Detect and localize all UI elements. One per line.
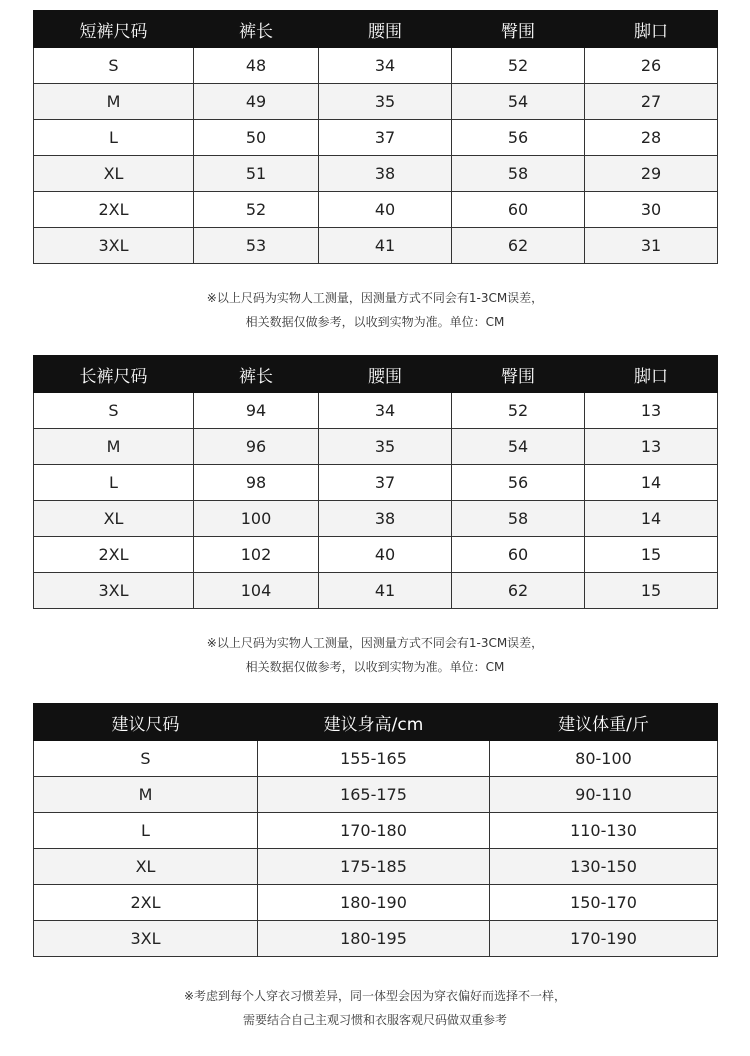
cell-hip: 54 — [452, 429, 585, 465]
table-row — [34, 501, 718, 537]
cell-hip: 62 — [452, 228, 585, 264]
cell-waist: 37 — [319, 465, 452, 501]
header-leg-opening: 脚口 — [585, 11, 718, 48]
table-row — [34, 120, 718, 156]
header-size: 长裤尺码 — [34, 356, 194, 393]
cell-length: 50 — [194, 120, 319, 156]
cell-hip: 56 — [452, 120, 585, 156]
cell-waist: 38 — [319, 156, 452, 192]
table-row — [34, 813, 718, 849]
shorts-measurement-note — [0, 286, 750, 334]
table-header-row — [34, 11, 718, 48]
cell-size: S — [34, 393, 194, 429]
cell-hip: 58 — [452, 501, 585, 537]
cell-leg-opening: 29 — [585, 156, 718, 192]
cell-hip: 60 — [452, 537, 585, 573]
cell-weight: 150-170 — [490, 885, 718, 921]
cell-weight: 170-190 — [490, 921, 718, 957]
cell-height: 170-180 — [258, 813, 490, 849]
cell-hip: 52 — [452, 393, 585, 429]
table-row — [34, 429, 718, 465]
cell-length: 48 — [194, 48, 319, 84]
cell-height: 180-190 — [258, 885, 490, 921]
cell-waist: 34 — [319, 393, 452, 429]
cell-length: 100 — [194, 501, 319, 537]
table-row — [34, 849, 718, 885]
cell-leg-opening: 28 — [585, 120, 718, 156]
header-waist: 腰围 — [319, 356, 452, 393]
cell-size: L — [34, 120, 194, 156]
cell-weight: 110-130 — [490, 813, 718, 849]
cell-hip: 62 — [452, 573, 585, 609]
header-recommended-size: 建议尺码 — [34, 704, 258, 741]
cell-size: 3XL — [34, 573, 194, 609]
table-row — [34, 228, 718, 264]
note-line: 相关数据仅做参考，以收到实物为准。单位：CM — [245, 660, 505, 674]
table-row — [34, 885, 718, 921]
note-line: 相关数据仅做参考，以收到实物为准。单位：CM — [245, 315, 505, 329]
cell-height: 175-185 — [258, 849, 490, 885]
cell-leg-opening: 14 — [585, 465, 718, 501]
cell-size: XL — [34, 849, 258, 885]
cell-leg-opening: 13 — [585, 429, 718, 465]
cell-size: M — [34, 84, 194, 120]
cell-waist: 35 — [319, 429, 452, 465]
note-line: ※以上尺码为实物人工测量，因测量方式不同会有1-3CM误差， — [206, 636, 544, 650]
table-row — [34, 156, 718, 192]
header-waist: 腰围 — [319, 11, 452, 48]
table-header-row — [34, 704, 718, 741]
cell-size: M — [34, 777, 258, 813]
cell-hip: 52 — [452, 48, 585, 84]
table-row — [34, 741, 718, 777]
table-header-row — [34, 356, 718, 393]
cell-size: XL — [34, 156, 194, 192]
recommend-fit-note — [0, 984, 750, 1032]
cell-size: XL — [34, 501, 194, 537]
table-row — [34, 84, 718, 120]
cell-leg-opening: 30 — [585, 192, 718, 228]
cell-length: 104 — [194, 573, 319, 609]
cell-leg-opening: 14 — [585, 501, 718, 537]
cell-waist: 38 — [319, 501, 452, 537]
cell-size: 3XL — [34, 921, 258, 957]
cell-hip: 58 — [452, 156, 585, 192]
table-row — [34, 393, 718, 429]
note-line: 需要结合自己主观习惯和衣服客观尺码做双重参考 — [242, 1013, 507, 1027]
cell-size: M — [34, 429, 194, 465]
header-recommended-height: 建议身高/cm — [258, 704, 490, 741]
note-line: ※以上尺码为实物人工测量，因测量方式不同会有1-3CM误差， — [206, 291, 544, 305]
cell-height: 180-195 — [258, 921, 490, 957]
header-length: 裤长 — [194, 11, 319, 48]
cell-waist: 40 — [319, 537, 452, 573]
cell-hip: 56 — [452, 465, 585, 501]
cell-weight: 90-110 — [490, 777, 718, 813]
cell-leg-opening: 26 — [585, 48, 718, 84]
cell-leg-opening: 27 — [585, 84, 718, 120]
cell-waist: 37 — [319, 120, 452, 156]
header-leg-opening: 脚口 — [585, 356, 718, 393]
header-hip: 臀围 — [452, 356, 585, 393]
cell-hip: 60 — [452, 192, 585, 228]
cell-length: 94 — [194, 393, 319, 429]
cell-waist: 40 — [319, 192, 452, 228]
cell-leg-opening: 15 — [585, 573, 718, 609]
table-row — [34, 537, 718, 573]
cell-size: 3XL — [34, 228, 194, 264]
note-line: ※考虑到每个人穿衣习惯差异，同一体型会因为穿衣偏好而选择不一样， — [183, 989, 567, 1003]
recommend-size-table — [33, 703, 718, 957]
cell-waist: 35 — [319, 84, 452, 120]
cell-leg-opening: 31 — [585, 228, 718, 264]
cell-leg-opening: 15 — [585, 537, 718, 573]
table-row — [34, 192, 718, 228]
header-recommended-weight: 建议体重/斤 — [490, 704, 718, 741]
table-row — [34, 48, 718, 84]
shorts-size-table — [33, 10, 718, 264]
cell-length: 96 — [194, 429, 319, 465]
cell-waist: 41 — [319, 573, 452, 609]
pants-measurement-note — [0, 631, 750, 679]
cell-weight: 130-150 — [490, 849, 718, 885]
cell-size: 2XL — [34, 885, 258, 921]
cell-length: 98 — [194, 465, 319, 501]
table-row — [34, 777, 718, 813]
cell-size: L — [34, 813, 258, 849]
cell-leg-opening: 13 — [585, 393, 718, 429]
cell-size: S — [34, 741, 258, 777]
table-row — [34, 921, 718, 957]
table-row — [34, 465, 718, 501]
cell-size: 2XL — [34, 192, 194, 228]
cell-weight: 80-100 — [490, 741, 718, 777]
cell-waist: 41 — [319, 228, 452, 264]
cell-length: 53 — [194, 228, 319, 264]
cell-length: 49 — [194, 84, 319, 120]
cell-length: 52 — [194, 192, 319, 228]
header-length: 裤长 — [194, 356, 319, 393]
cell-size: S — [34, 48, 194, 84]
header-size: 短裤尺码 — [34, 11, 194, 48]
header-hip: 臀围 — [452, 11, 585, 48]
cell-height: 155-165 — [258, 741, 490, 777]
table-row — [34, 573, 718, 609]
cell-height: 165-175 — [258, 777, 490, 813]
cell-length: 51 — [194, 156, 319, 192]
cell-size: 2XL — [34, 537, 194, 573]
cell-length: 102 — [194, 537, 319, 573]
pants-size-table — [33, 355, 718, 609]
cell-waist: 34 — [319, 48, 452, 84]
cell-size: L — [34, 465, 194, 501]
cell-hip: 54 — [452, 84, 585, 120]
